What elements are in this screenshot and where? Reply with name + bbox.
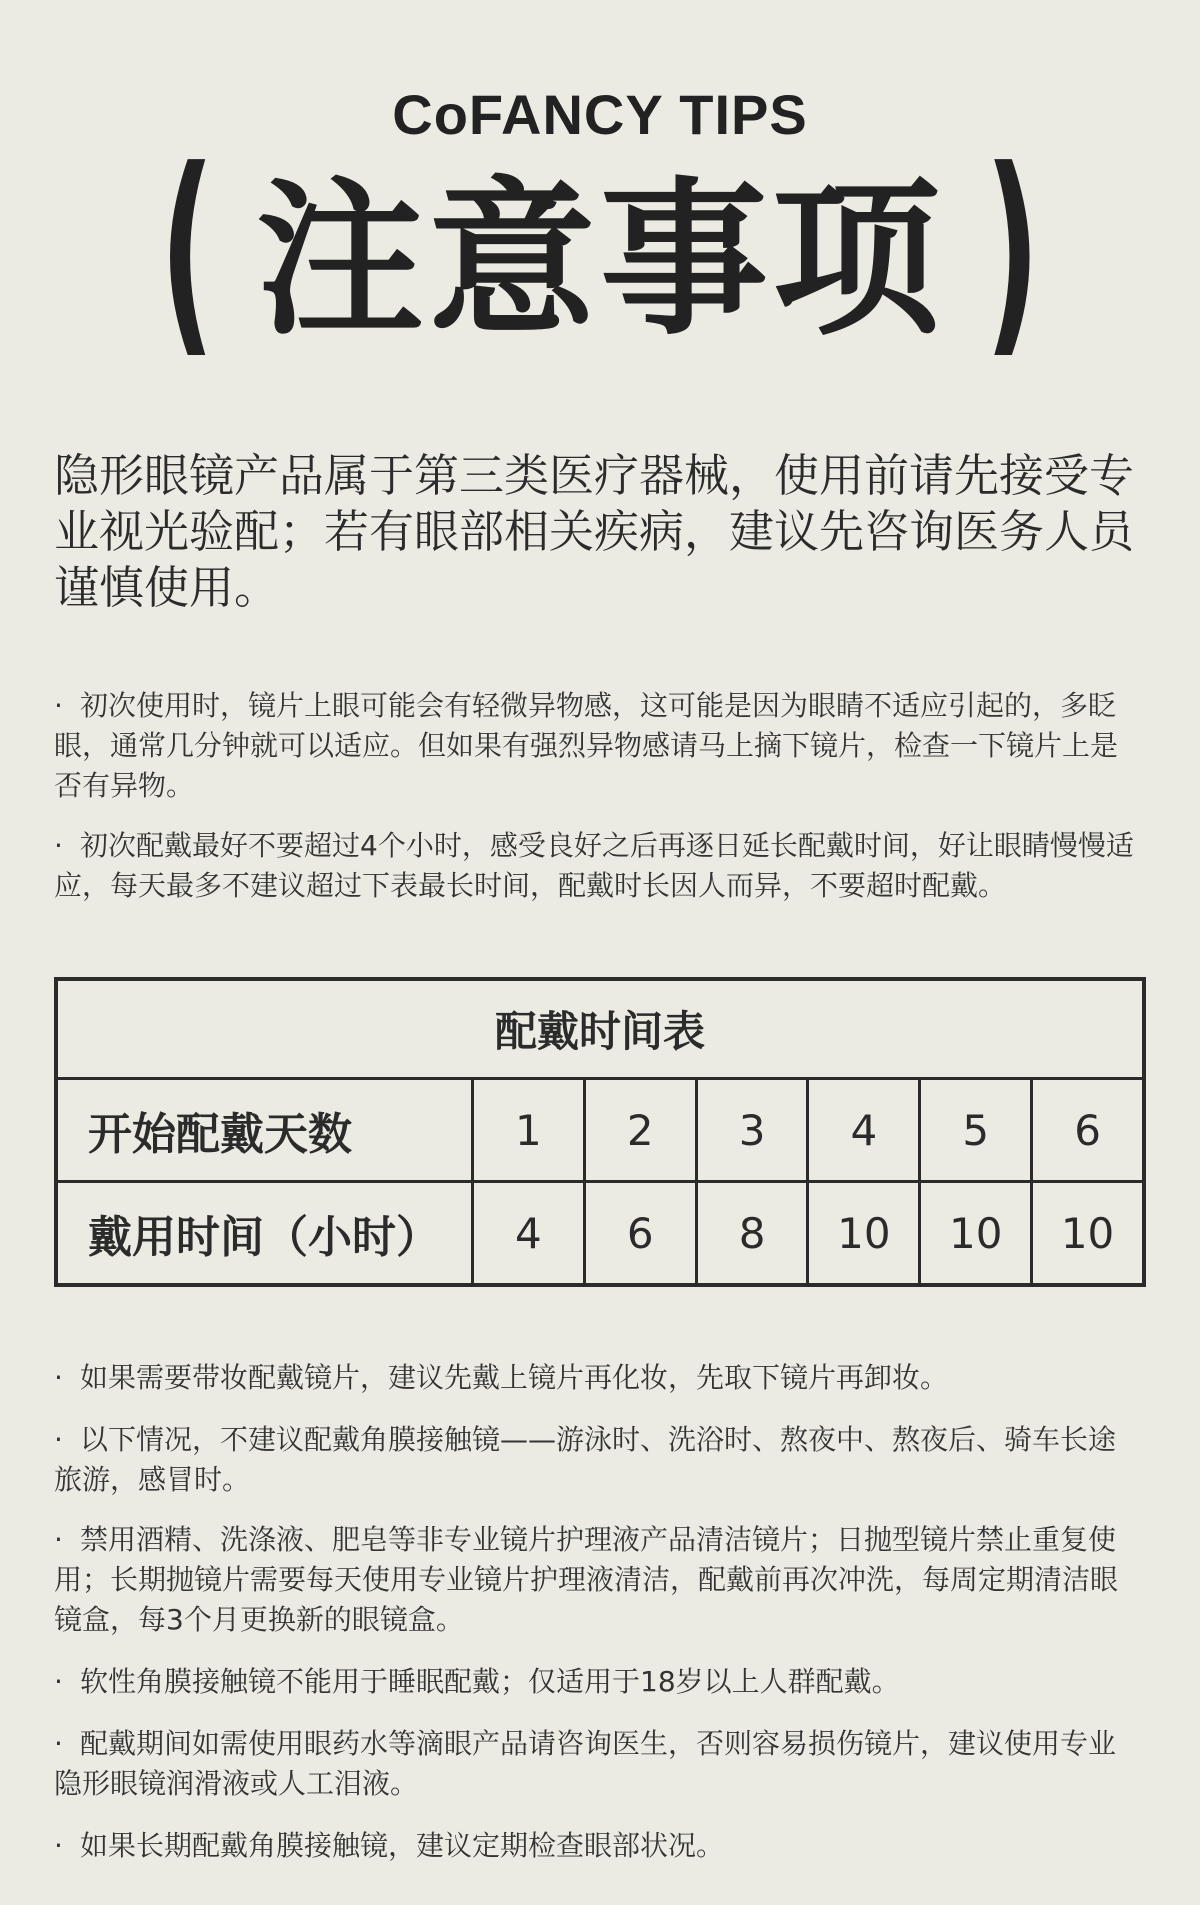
- note-text: 配戴期间如需使用眼药水等滴眼产品请咨询医生，否则容易损伤镜片，建议使用专业隐形眼镜润滑液或人工泪液。: [54, 1727, 1117, 1800]
- table-row-days: [58, 1080, 1142, 1180]
- note-text: 初次使用时，镜片上眼可能会有轻微异物感，这可能是因为眼睛不适应引起的，多眨眼，通常几分钟就可以适应。但如果有强烈异物感请马上摘下镜片，检查一下镜片上是否有异物。: [54, 689, 1119, 802]
- day-cell: 1: [515, 1105, 542, 1155]
- bullet-dot: ·: [54, 1665, 63, 1698]
- note-wear-duration: [54, 826, 1134, 906]
- table-title: 配戴时间表: [58, 981, 1142, 1080]
- hours-cell: 10: [1030, 1183, 1142, 1283]
- day-cell: 3: [695, 1080, 807, 1180]
- note-sleep: [54, 1662, 1134, 1702]
- intro-paragraph: 隐形眼镜产品属于第三类医疗器械，使用前请先接受专业视光验配；若有眼部相关疾病，建议先咨询医务人员谨慎使用。: [54, 449, 1135, 614]
- note-first-use: [54, 686, 1134, 806]
- hours-cell: 10: [806, 1183, 918, 1283]
- note-eye-drops: [54, 1724, 1134, 1804]
- bullet-dot: ·: [54, 1829, 63, 1862]
- note-makeup: [54, 1358, 1134, 1398]
- day-cell: 2: [583, 1080, 695, 1180]
- page-title: [0, 122, 1200, 380]
- day-cell: 5: [918, 1080, 1030, 1180]
- note-avoid-situations: [54, 1420, 1134, 1500]
- brand-title: CoFANCY TIPS: [392, 83, 808, 146]
- title-open-paren: (: [160, 122, 216, 378]
- bullet-dot: ·: [54, 1361, 63, 1394]
- bullet-dot: ·: [54, 1423, 63, 1456]
- row-header-days: 开始配戴天数: [58, 1080, 474, 1180]
- hours-cell: 10: [918, 1183, 1030, 1283]
- bullet-dot: ·: [54, 829, 63, 862]
- note-regular-checkup: [54, 1826, 1134, 1866]
- hours-cell: 8: [695, 1183, 807, 1283]
- bullet-dot: ·: [54, 689, 63, 722]
- wear-schedule-table: [54, 977, 1146, 1287]
- title-close-paren: ): [984, 122, 1040, 378]
- note-text: 初次配戴最好不要超过4个小时，感受良好之后再逐日延长配戴时间，好让眼睛慢慢适应，每天最多不建议超过下表最长时间，配戴时长因人而异，不要超时配戴。: [54, 829, 1134, 902]
- note-cleaning: [54, 1520, 1134, 1640]
- day-cell: 4: [806, 1080, 918, 1180]
- note-text: 如果长期配戴角膜接触镜，建议定期检查眼部状况。: [80, 1829, 725, 1862]
- bullet-dot: ·: [54, 1727, 63, 1760]
- day-cell: 6: [1030, 1080, 1142, 1180]
- bullet-dot: ·: [54, 1523, 63, 1556]
- note-text: 以下情况，不建议配戴角膜接触镜——游泳时、洗浴时、熬夜中、熬夜后、骑车长途旅游，感冒时。: [54, 1423, 1117, 1496]
- title-text: 注意事项: [256, 162, 944, 358]
- note-text: 如果需要带妆配戴镜片，建议先戴上镜片再化妆，先取下镜片再卸妆。: [80, 1361, 949, 1394]
- note-text: 软性角膜接触镜不能用于睡眠配戴；仅适用于18岁以上人群配戴。: [80, 1665, 900, 1698]
- hours-cell: 4: [515, 1208, 542, 1258]
- row-header-hours: 戴用时间（小时）: [58, 1183, 474, 1283]
- note-text: 禁用酒精、洗涤液、肥皂等非专业镜片护理液产品清洁镜片；日抛型镜片禁止重复使用；长期抛镜片需要每天使用专业镜片护理液清洁，配戴前再次冲洗，每周定期清洁眼镜盒，每3个月更换新的眼镜盒。: [54, 1523, 1119, 1636]
- hours-cell: 6: [583, 1183, 695, 1283]
- table-row-hours: [58, 1180, 1142, 1283]
